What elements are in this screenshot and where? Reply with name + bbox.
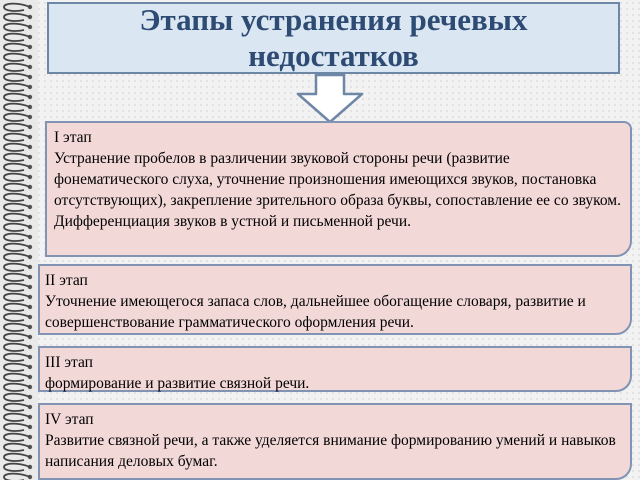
- stage-card-2: [38, 264, 632, 335]
- stage-label: IV этап: [45, 411, 94, 428]
- stage-card-1: [45, 121, 632, 257]
- down-arrow-icon: [296, 74, 364, 124]
- stage-label: I этап: [54, 129, 92, 146]
- stage-label: III этап: [45, 354, 93, 371]
- stage-description: формирование и развитие связной речи.: [45, 375, 310, 392]
- spiral-binding-decoration: [0, 0, 38, 480]
- stage-description: Уточнение имеющегося запаса слов, дальнейшее обогащение словаря, развитие и совершенствование грамматического оформления речи.: [45, 293, 586, 331]
- title-banner: [47, 2, 620, 74]
- stage-label: II этап: [45, 272, 88, 289]
- stage-description: Устранение пробелов в различении звуковой стороны речи (развитие фонематического слуха, уточнение произношения имеющихся звуков, постановка отсутствующих), закрепление зрительного образа буквы, сопоставление ее со звуком. Дифференциация звуков в устной и письменной речи.: [54, 150, 621, 230]
- stage-card-4: [38, 403, 632, 480]
- stage-description: Развитие связной речи, а также уделяется внимание формированию умений и навыков написания деловых бумаг.: [45, 432, 616, 470]
- stage-card-3: [38, 346, 632, 392]
- page-title: Этапы устранения речевых недостатков: [139, 2, 528, 73]
